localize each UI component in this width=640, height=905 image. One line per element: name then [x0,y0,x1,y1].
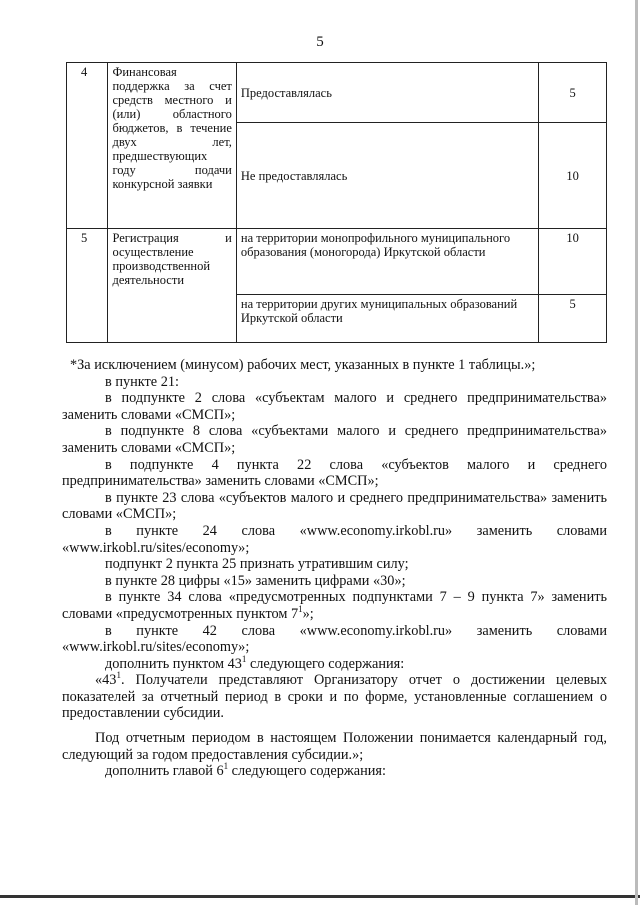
paragraph-text: дополнить пунктом 43 [105,655,242,672]
paragraph: Под отчетным периодом в настоящем Положении понимается календарный год, следующий за годом предоставления субсидии.»; [62,730,607,763]
paragraph [62,763,607,780]
table-row [67,229,607,295]
score-cell: 10 [539,123,607,229]
scan-right-edge [635,0,638,905]
paragraph [62,589,607,622]
row-number: 4 [67,63,108,229]
condition-cell: Не предоставлялась [236,123,538,229]
condition-cell: на территории других муниципальных образований Иркутской области [236,295,538,343]
row-number: 5 [67,229,108,343]
paragraph-text: . Получатели представляют Организатору отчет о достижении целевых показателей за отчетный период в сроки и по форме, установленные соглашением о предоставлении субсидии. [62,672,607,722]
paragraph: в подпункте 2 слова «субъектам малого и среднего предпринимательства» заменить словами «СМСП»; [62,390,607,423]
score-cell: 10 [539,229,607,295]
paragraph: в подпункте 8 слова «субъектами малого и среднего предпринимательства» заменить словами «СМСП»; [62,423,607,456]
footnote: *За исключением (минусом) рабочих мест, указанных в пункте 1 таблицы.»; [70,357,536,373]
paragraph [62,672,607,722]
paragraph: в подпункте 4 пункта 22 слова «субъектов малого и среднего предпринимательства» заменить словами «СМСП»; [62,456,607,490]
condition-cell: Предоставлялась [236,63,538,123]
superscript: 1 [116,670,121,681]
superscript: 1 [298,604,303,615]
paragraph: подпункт 2 пункта 25 признать утратившим силу; [105,556,409,573]
paragraph: в пункте 42 слова «www.economy.irkobl.ru» заменить словами «www.irkobl.ru/sites/economy»; [62,622,607,656]
score-cell: 5 [539,63,607,123]
page-number: 5 [316,34,324,50]
paragraph-text: следующего содержания: [246,655,405,672]
paragraph: в пункте 28 цифры «15» заменить цифрами «30»; [105,572,406,589]
table-row [67,63,607,123]
criterion-name: Регистрация и осуществление производственной деятельности [108,229,236,343]
paragraph-text: »; [302,605,314,622]
paragraph-text: «43 [95,672,117,689]
paragraph: в пункте 23 слова «субъектов малого и среднего предпринимательства» заменить словами «СМСП»; [62,489,607,523]
scan-bottom-edge [0,895,640,898]
paragraph-text: в пункте 34 слова «предусмотренных подпунктами 7 – 9 пункта 7» заменить словами «предусмотренных пунктом 7 [62,589,607,622]
superscript: 1 [223,761,229,772]
paragraph: в пункте 21: [105,373,179,390]
criteria-table [66,62,607,343]
paragraph-text: дополнить главой 6 [105,763,224,780]
paragraph: в пункте 24 слова «www.economy.irkobl.ru» заменить словами «www.irkobl.ru/sites/economy»; [62,522,607,556]
paragraph-text: следующего содержания: [228,763,386,780]
paragraph [62,653,607,673]
score-cell: 5 [539,295,607,343]
condition-cell: на территории монопрофильного муниципального образования (моногорода) Иркутской области [236,229,538,295]
criterion-name: Финансовая поддержка за счет средств местного и (или) областного бюджетов, в течение двух лет, предшествующих году подачи конкурсной заявки [108,63,236,229]
document-body [62,357,607,780]
superscript: 1 [241,653,247,664]
